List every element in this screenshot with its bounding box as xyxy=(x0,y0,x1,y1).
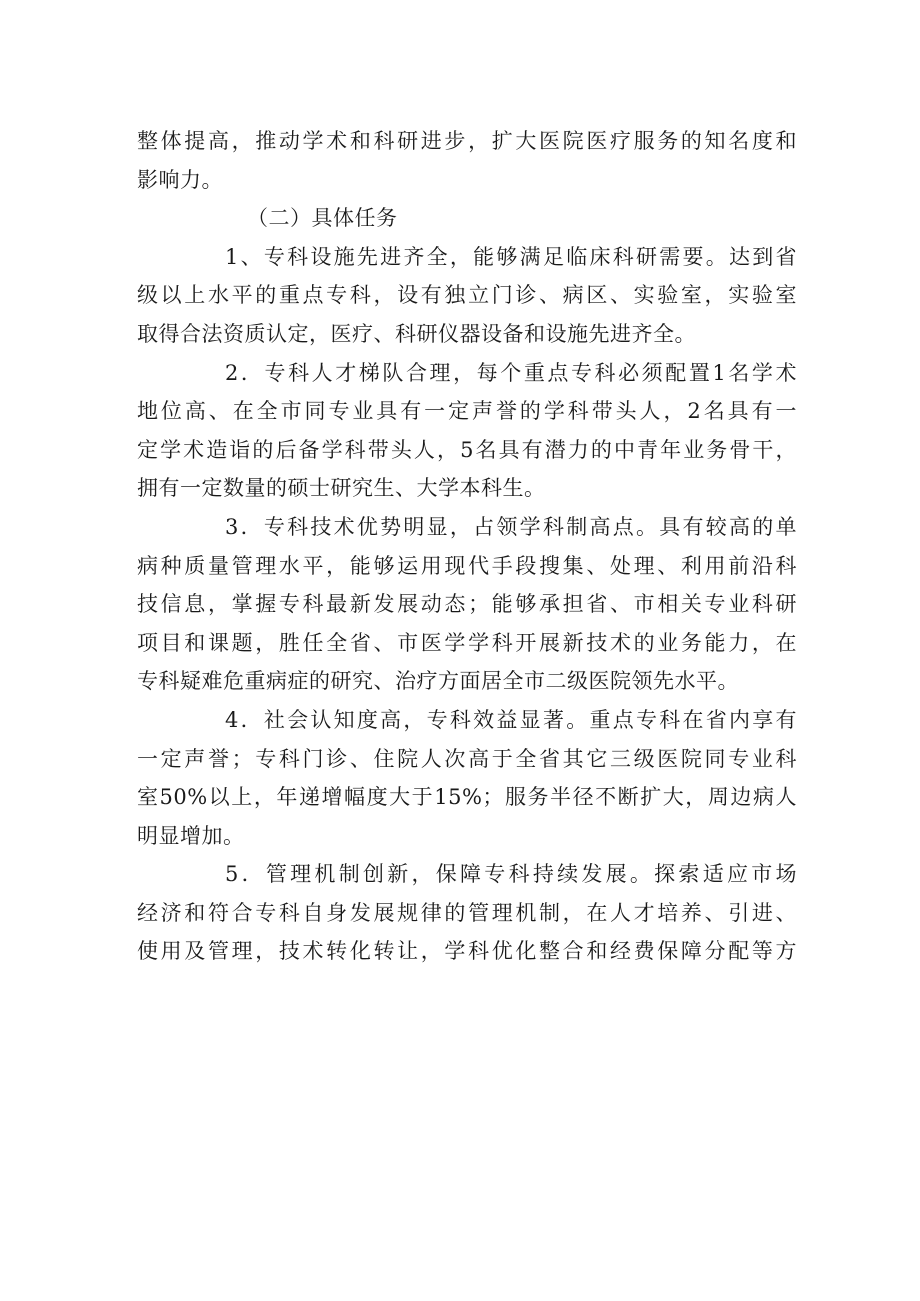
text-line: 地位高、在全市同专业具有一定声誉的学科带头人，2名具有一 xyxy=(137,399,797,424)
text-line: 专科疑难危重病症的研究、治疗方面居全市二级医院领先水平。 xyxy=(137,669,739,694)
text-line: 取得合法资质认定，医疗、科研仪器设备和设施先进齐全。 xyxy=(137,321,696,346)
paragraph-task-5 xyxy=(137,855,797,971)
section-heading-text: （二）具体任务 xyxy=(247,206,398,231)
paragraph-task-2 xyxy=(137,354,797,508)
text-line: 技信息，掌握专科最新发展动态；能够承担省、市相关专业科研 xyxy=(137,592,797,617)
paragraph-task-1 xyxy=(137,238,797,354)
section-heading xyxy=(137,199,797,238)
text-line: 3．专科技术优势明显，占领学科制高点。具有较高的单 xyxy=(225,514,797,539)
text-line: 经济和符合专科自身发展规律的管理机制，在人才培养、引进、 xyxy=(137,900,797,925)
text-line: 明显增加。 xyxy=(137,823,245,848)
text-line: 2．专科人才梯队合理，每个重点专科必须配置1名学术 xyxy=(225,360,797,385)
text-line: 项目和课题，胜任全省、市医学学科开展新技术的业务能力，在 xyxy=(137,630,797,655)
paragraph-intro-tail xyxy=(137,122,797,199)
text-line: 一定声誉；专科门诊、住院人次高于全省其它三级医院同专业科 xyxy=(137,746,797,771)
paragraph-task-3 xyxy=(137,508,797,701)
text-line: 定学术造诣的后备学科带头人，5名具有潜力的中青年业务骨干， xyxy=(137,437,797,462)
text-line: 4．社会认知度高，专科效益显著。重点专科在省内享有 xyxy=(225,707,797,732)
document-body xyxy=(137,122,797,971)
text-line: 1、专科设施先进齐全，能够满足临床科研需要。达到省 xyxy=(225,244,797,269)
text-line: 整体提高，推动学术和科研进步，扩大医院医疗服务的知名度和 xyxy=(137,129,797,153)
text-line: 5．管理机制创新，保障专科持续发展。探索适应市场 xyxy=(225,862,797,887)
text-line: 拥有一定数量的硕士研究生、大学本科生。 xyxy=(137,476,546,501)
text-line: 使用及管理，技术转化转让，学科优化整合和经费保障分配等方 xyxy=(137,939,797,964)
text-line: 室50%以上，年递增幅度大于15%；服务半径不断扩大，周边病人 xyxy=(137,785,797,810)
text-line: 病种质量管理水平，能够运用现代手段搜集、处理、利用前沿科 xyxy=(137,553,797,578)
text-line: 级以上水平的重点专科，设有独立门诊、病区、实验室，实验室 xyxy=(137,283,797,308)
text-line: 影响力。 xyxy=(137,167,223,192)
paragraph-task-4 xyxy=(137,701,797,855)
